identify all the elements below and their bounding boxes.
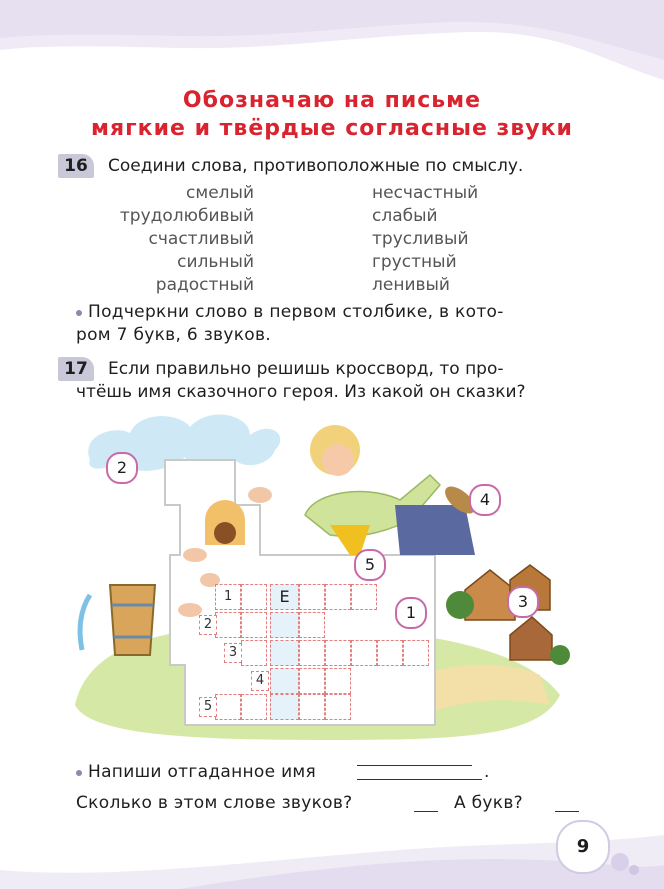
crossword-cell[interactable] xyxy=(299,640,325,666)
write-name-prompt: Напиши отгаданное имя xyxy=(88,762,317,782)
exercise-16-task: Соедини слова, противоположные по смыслу. xyxy=(108,156,524,176)
crossword-cell[interactable] xyxy=(270,694,299,720)
crossword-cell[interactable] xyxy=(403,640,429,666)
name-answer-line-top xyxy=(357,764,472,766)
crossword-cell[interactable] xyxy=(241,640,267,666)
stove-brick xyxy=(183,548,207,562)
exercise-17-task-line1: Если правильно решишь кроссворд, то про- xyxy=(108,359,504,379)
crossword-cell[interactable] xyxy=(241,612,267,638)
crossword-cell[interactable] xyxy=(270,668,299,694)
crossword-row-number: 3 xyxy=(224,643,242,663)
crossword-cell[interactable] xyxy=(325,584,351,610)
exercise-16-bullet-line2: ром 7 букв, 6 звуков. xyxy=(76,325,272,345)
right-word: слабый xyxy=(372,206,438,226)
bullet-icon xyxy=(76,310,82,316)
crossword-cell[interactable] xyxy=(325,694,351,720)
house-icon xyxy=(510,617,552,660)
header-wave xyxy=(0,0,664,80)
bucket-icon xyxy=(110,585,155,655)
crossword-cell[interactable] xyxy=(215,612,241,638)
crossword-cell[interactable] xyxy=(299,612,325,638)
crossword-cell-letter[interactable]: Е xyxy=(270,584,299,610)
right-word: грустный xyxy=(372,252,457,272)
right-word: ленивый xyxy=(372,275,450,295)
stove-brick xyxy=(248,487,272,503)
crossword-cell[interactable] xyxy=(299,668,325,694)
picture-marker-2: 2 xyxy=(106,452,138,484)
crossword-cell[interactable] xyxy=(270,612,299,638)
crossword-cell[interactable] xyxy=(299,584,325,610)
left-word: трудолюбивый xyxy=(119,206,254,226)
left-word: счастливый xyxy=(148,229,254,249)
bullet-icon xyxy=(76,770,82,776)
left-word: сильный xyxy=(177,252,254,272)
right-word: несчастный xyxy=(372,183,479,203)
crossword-cell[interactable] xyxy=(325,668,351,694)
letters-answer-line[interactable] xyxy=(555,810,579,812)
sounds-answer-line[interactable] xyxy=(414,810,438,812)
crossword-cell[interactable] xyxy=(299,694,325,720)
crossword-row-number: 1 xyxy=(224,589,233,604)
letters-question: А букв? xyxy=(454,793,523,813)
page-title-line2: мягкие и твёрдые согласные звуки xyxy=(91,116,573,141)
picture-marker-3: 3 xyxy=(507,586,539,618)
picture-marker-5: 5 xyxy=(354,549,386,581)
crossword-row-number: 2 xyxy=(199,615,217,635)
crossword-cell[interactable] xyxy=(270,640,299,666)
page-number: 9 xyxy=(556,820,610,874)
picture-marker-4: 4 xyxy=(469,484,501,516)
crossword-cell[interactable] xyxy=(325,640,351,666)
page-title-line1: Обозначаю на письме xyxy=(182,88,482,113)
exercise-17-task-line2: чтёшь имя сказочного героя. Из какой он сказки? xyxy=(76,382,526,402)
boy-trousers xyxy=(395,505,475,555)
crossword-cell[interactable] xyxy=(351,584,377,610)
left-word: радостный xyxy=(155,275,254,295)
crossword-row-number: 4 xyxy=(251,671,269,691)
pot-icon xyxy=(214,522,236,544)
crossword-cell[interactable] xyxy=(351,640,377,666)
picture-marker-1: 1 xyxy=(395,597,427,629)
right-word: трусливый xyxy=(372,229,469,249)
crossword-cell[interactable] xyxy=(241,694,267,720)
exercise-16-bullet-line1: Подчеркни слово в первом столбике, в кото- xyxy=(88,302,504,322)
left-word: смелый xyxy=(186,183,254,203)
crossword-cell[interactable] xyxy=(215,694,241,720)
exercise-16-number: 16 xyxy=(58,154,94,178)
exercise-17-number: 17 xyxy=(58,357,94,381)
name-answer-line[interactable] xyxy=(357,778,482,780)
crossword-cell[interactable] xyxy=(377,640,403,666)
crossword-row-number: 5 xyxy=(199,697,217,717)
crossword-cell[interactable] xyxy=(241,584,267,610)
sounds-question: Сколько в этом слове звуков? xyxy=(76,793,353,813)
